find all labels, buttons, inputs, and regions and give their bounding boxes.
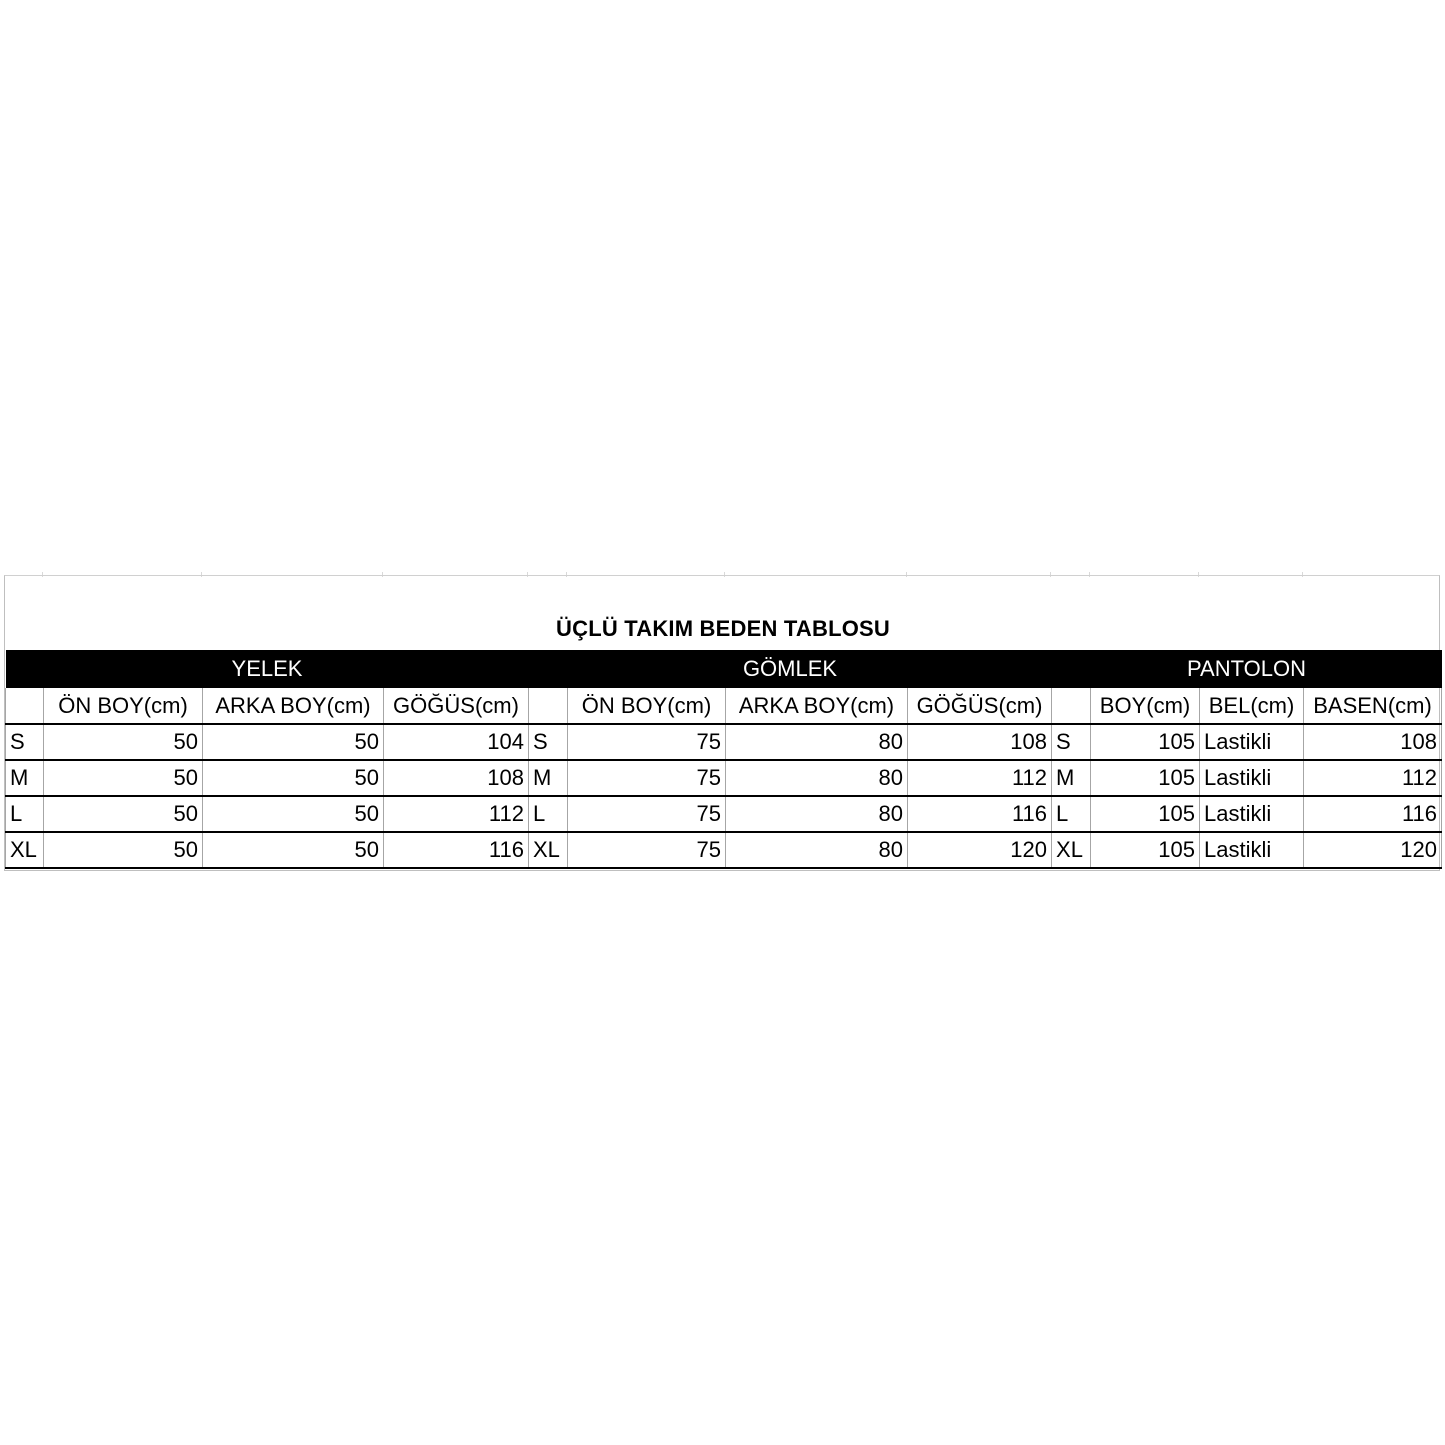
measurement-cell: 108: [1304, 724, 1442, 760]
measurement-cell: 112: [1304, 760, 1442, 796]
section-title-gomlek: GÖMLEK: [529, 650, 1052, 688]
column-header: GÖĞÜS(cm): [384, 688, 529, 724]
size-header-cell: [1052, 688, 1091, 724]
measurement-cell: 116: [384, 832, 529, 868]
measurement-cell: 75: [568, 724, 726, 760]
measurement-cell: 75: [568, 832, 726, 868]
table-row: [6, 760, 1442, 796]
table-row: [6, 796, 1442, 832]
measurement-cell: 105: [1091, 796, 1200, 832]
size-label: L: [1052, 796, 1091, 832]
measurement-cell: 105: [1091, 760, 1200, 796]
size-label: L: [529, 796, 568, 832]
table-row: [6, 724, 1442, 760]
size-label: S: [529, 724, 568, 760]
measurement-cell: 50: [44, 832, 203, 868]
measurement-cell: 112: [908, 760, 1052, 796]
measurement-cell: 80: [726, 760, 908, 796]
measurement-cell: 116: [908, 796, 1052, 832]
size-label: S: [1052, 724, 1091, 760]
measurement-cell: 80: [726, 796, 908, 832]
measurement-cell: 120: [908, 832, 1052, 868]
measurement-cell: Lastikli: [1200, 724, 1304, 760]
measurement-cell: 50: [44, 724, 203, 760]
section-title-yelek: YELEK: [6, 650, 529, 688]
measurement-cell: Lastikli: [1200, 760, 1304, 796]
column-header: BEL(cm): [1200, 688, 1304, 724]
measurement-cell: 50: [203, 760, 384, 796]
measurement-cell: 104: [384, 724, 529, 760]
measurement-cell: 105: [1091, 832, 1200, 868]
size-label: M: [1052, 760, 1091, 796]
size-label: XL: [1052, 832, 1091, 868]
measurement-cell: 75: [568, 796, 726, 832]
column-header-row: [6, 688, 1442, 724]
measurement-cell: Lastikli: [1200, 796, 1304, 832]
size-chart-sheet: [4, 575, 1440, 871]
size-label: S: [6, 724, 44, 760]
measurement-cell: 50: [44, 796, 203, 832]
column-header: BOY(cm): [1091, 688, 1200, 724]
section-banner-row: [6, 650, 1442, 688]
measurement-cell: 105: [1091, 724, 1200, 760]
size-header-cell: [529, 688, 568, 724]
table-row: [6, 832, 1442, 868]
measurement-cell: 120: [1304, 832, 1442, 868]
measurement-cell: 50: [44, 760, 203, 796]
size-label: M: [6, 760, 44, 796]
size-label: XL: [6, 832, 44, 868]
measurement-cell: 50: [203, 724, 384, 760]
column-header: ÖN BOY(cm): [44, 688, 203, 724]
measurement-cell: 112: [384, 796, 529, 832]
chart-title: ÜÇLÜ TAKIM BEDEN TABLOSU: [556, 616, 890, 641]
measurement-cell: 116: [1304, 796, 1442, 832]
measurement-cell: 50: [203, 796, 384, 832]
measurement-cell: 80: [726, 832, 908, 868]
section-title-pantolon: PANTOLON: [1052, 650, 1442, 688]
column-header: ÖN BOY(cm): [568, 688, 726, 724]
size-table: [5, 650, 1442, 869]
measurement-cell: 80: [726, 724, 908, 760]
column-header: ARKA BOY(cm): [726, 688, 908, 724]
column-header: GÖĞÜS(cm): [908, 688, 1052, 724]
size-label: M: [529, 760, 568, 796]
size-label: XL: [529, 832, 568, 868]
column-header: ARKA BOY(cm): [203, 688, 384, 724]
column-header: BASEN(cm): [1304, 688, 1442, 724]
measurement-cell: 108: [908, 724, 1052, 760]
measurement-cell: Lastikli: [1200, 832, 1304, 868]
measurement-cell: 75: [568, 760, 726, 796]
size-label: L: [6, 796, 44, 832]
size-header-cell: [6, 688, 44, 724]
measurement-cell: 108: [384, 760, 529, 796]
measurement-cell: 50: [203, 832, 384, 868]
